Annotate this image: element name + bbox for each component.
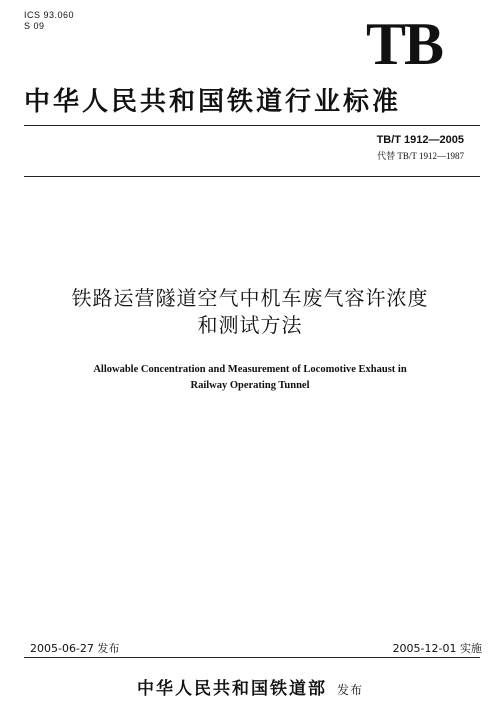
standard-number: TB/T 1912—2005 <box>376 134 464 146</box>
issuer-name: 中华人民共和国铁道部 <box>136 679 327 699</box>
replaces-note: 代替 TB/T 1912—1987 <box>377 151 464 161</box>
header-divider <box>24 176 480 177</box>
issuer-line <box>0 678 500 701</box>
issuer-suffix: 发布 <box>336 683 363 697</box>
english-title-line2: Railway Operating Tunnel <box>190 380 310 391</box>
standard-type-title: 中华人民共和国铁道行业标准 <box>24 87 402 117</box>
chinese-title-line2: 和测试方法 <box>197 313 303 337</box>
implementation-date: 2005-12-01 实施 <box>392 642 482 655</box>
issue-date: 2005-06-27 发布 <box>30 642 120 655</box>
top-divider <box>24 125 480 126</box>
ics-code: ICS 93.060 <box>24 10 75 20</box>
ics-code-block <box>24 10 74 32</box>
chinese-title-line1: 铁路运营隧道空气中机车废气容许浓度 <box>71 286 429 310</box>
category-code: S 09 <box>24 21 45 31</box>
footer-divider <box>24 657 480 658</box>
tb-logo: TB <box>365 11 442 77</box>
english-title-line1: Allowable Concentration and Measurement of Locomotive Exhaust in <box>93 364 407 375</box>
